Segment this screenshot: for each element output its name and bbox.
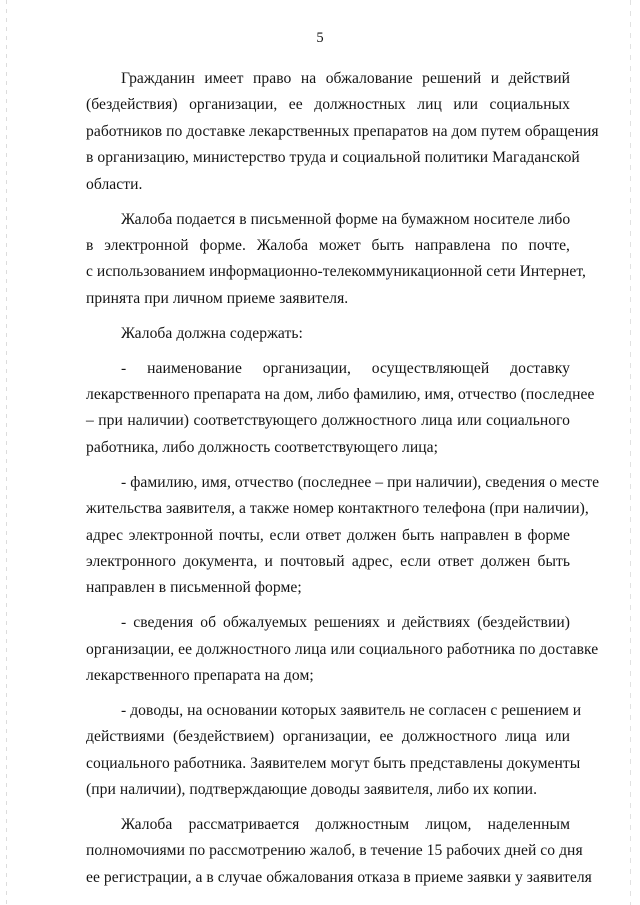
text-line: - сведения об обжалуемых решениях и действиях (бездействии)	[121, 614, 570, 632]
text-line: области.	[86, 175, 143, 193]
text-line: - фамилию, имя, отчество (последнее – при наличии), сведения о месте	[121, 473, 600, 491]
text-line: жительства заявителя, а также номер контактного телефона (при наличии),	[86, 500, 589, 518]
text-line: Жалоба подается в письменной форме на бумажном носителе либо	[121, 210, 571, 228]
text-line: работника, либо должность соответствующего лица;	[86, 438, 439, 456]
paragraph-complaint-form	[86, 207, 586, 313]
text-line: в электронной форме. Жалоба может быть направлена по почте,	[86, 236, 570, 254]
list-item-applicant-details	[86, 470, 600, 602]
text-line: (при наличии), подтверждающие доводы заявителя, либо их копии.	[86, 781, 538, 799]
text-line: полномочиями по рассмотрению жалоб, в течение 15 рабочих дней со дня	[86, 842, 583, 860]
text-line: (бездействия) организации, ее должностных лиц или социальных	[86, 96, 570, 114]
text-line: принята при личном приеме заявителя.	[86, 289, 349, 307]
list-item-organization-name	[86, 356, 595, 462]
text-line: действиями (бездействием) организации, ее должностного лица или	[86, 728, 570, 746]
text-line: в организацию, министерство труда и социальной политики Магаданской	[86, 149, 580, 167]
text-line: адрес электронной почты, если ответ должен быть направлен в форме	[86, 526, 570, 544]
text-line: лекарственного препарата на дом, либо фамилию, имя, отчество (последнее	[86, 385, 595, 403]
text-line: электронного документа, и почтовый адрес, если ответ должен быть	[86, 552, 570, 570]
list-item-arguments	[86, 698, 582, 804]
text-line: социального работника. Заявителем могут быть представлены документы	[86, 754, 581, 772]
text-line: – при наличии) соответствующего должностного лица или социального	[86, 412, 570, 430]
document-body	[86, 66, 600, 891]
text-line: ее регистрации, а в случае обжалования отказа в приеме заявки у заявителя	[86, 868, 592, 886]
paragraph-appeal-right	[86, 66, 599, 198]
scan-edge-right	[630, 0, 631, 905]
text-line: Жалоба должна содержать:	[121, 324, 303, 342]
paragraph-review-period	[86, 812, 592, 891]
text-line: Жалоба рассматривается должностным лицом, наделенным	[121, 816, 570, 834]
text-line: - доводы, на основании которых заявитель не согласен с решением и	[121, 701, 582, 719]
scan-edge-left	[6, 0, 7, 905]
text-line: организации, ее должностного лица или социального работника по доставке	[86, 640, 599, 658]
list-item-appealed-decisions	[86, 610, 599, 689]
text-line: направлен в письменной форме;	[86, 579, 302, 597]
text-line: с использованием информационно-телекоммуникационной сети Интернет,	[86, 263, 586, 281]
page-number: 5	[316, 30, 324, 46]
text-line: работников по доставке лекарственных препаратов на дом путем обращения	[86, 122, 599, 140]
paragraph-complaint-contents	[86, 321, 570, 347]
text-line: лекарственного препарата на дом;	[86, 667, 314, 685]
text-line: - наименование организации, осуществляющей доставку	[121, 359, 570, 377]
text-line: Гражданин имеет право на обжалование решений и действий	[121, 70, 570, 87]
